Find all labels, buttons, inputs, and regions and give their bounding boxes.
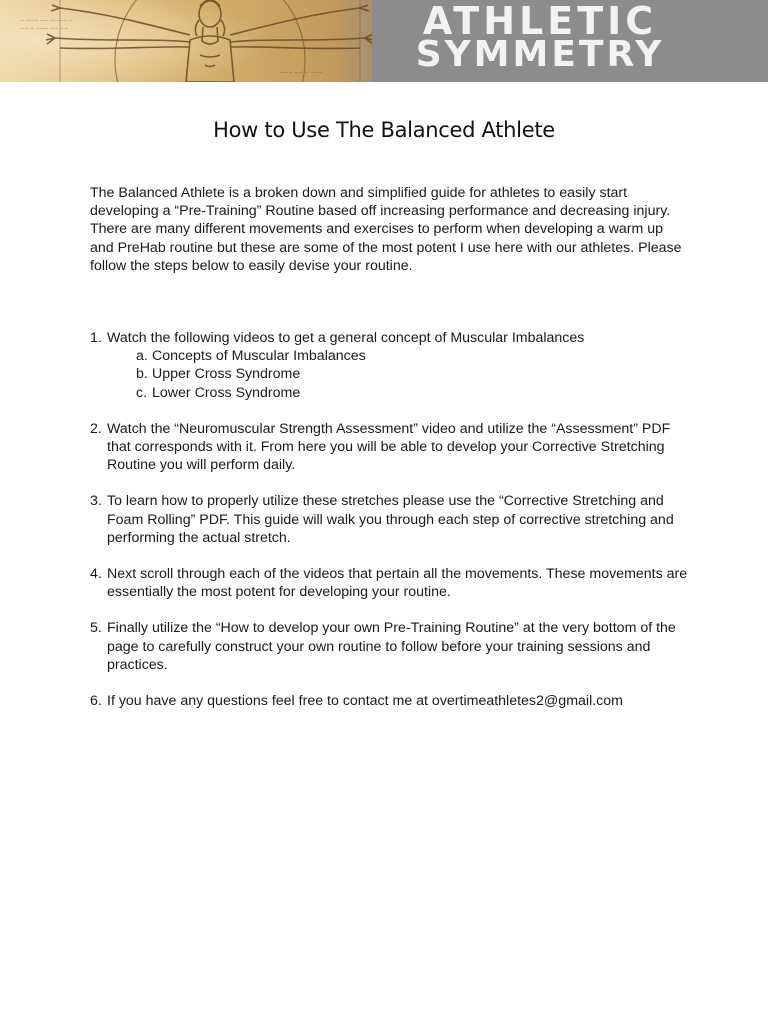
sub-letter: b. [136,366,148,383]
sub-text: Lower Cross Syndrome [152,384,301,401]
step-number: 1. [90,330,102,346]
step-text: Next scroll through each of the videos that pertain all the movements. These movements are essentially the most potent for developing your routine. [107,566,688,601]
step-text: Finally utilize the “How to develop your own Pre-Training Routine” at the very bottom of the page to carefully construct your own routine to follow before your training sessions and practices. [107,620,676,673]
step-item [90,619,690,674]
step-item [90,492,690,547]
step-number: 4. [90,566,102,583]
sub-text: Concepts of Muscular Imbalances [152,348,366,365]
step-number: 3. [90,493,102,510]
brand-logo [370,0,710,75]
page-title: How to Use The Balanced Athlete [213,118,555,142]
sub-list-item [107,347,690,365]
sub-letter: a. [136,348,148,365]
step-number: 5. [90,620,102,637]
step-text: If you have any questions feel free to contact me at overtimeathletes2@gmail.com [107,693,623,710]
step-item [90,420,690,475]
svg-text:~~ ~ ~~~ ~~ ~~: ~~ ~ ~~~ ~~ ~~ [20,26,69,32]
step-text: Watch the following videos to get a general concept of Muscular Imbalances [107,330,585,346]
brand-logo-line1: ATHLETIC [422,0,658,43]
sub-text: Upper Cross Syndrome [152,366,301,383]
step-item [90,692,690,710]
sub-list [107,347,690,402]
step-body [107,329,690,402]
step-number: 2. [90,420,102,437]
header-banner [0,0,768,82]
step-item [90,565,690,601]
step-text: Watch the “Neuromuscular Strength Assessment” video and utilize the “Assessment” PDF that corresponds with it. From here you will be able to develop your Corrective Stretching Routine you will perform daily. [107,420,671,474]
step-item [90,329,690,402]
steps-list [90,329,690,728]
svg-text:~~~ ~~ ~ ~~~: ~~~ ~~ ~ ~~~ [280,70,323,76]
step-text: To learn how to properly utilize these stretches please use the “Corrective Stretching and Foam Rolling” PDF. This guide will walk you through each step of corrective stretching and performing the actual stretch. [107,493,674,546]
vitruvian-man-figure [0,0,390,82]
sub-list-item [107,365,690,383]
brand-logo-line2: SYMMETRY [415,34,665,75]
sub-list-item [107,384,690,402]
step-number: 6. [90,693,102,710]
intro-paragraph: The Balanced Athlete is a broken down and simplified guide for athletes to easily start developing a “Pre-Training” Routine based off increasing performance and decreasing injury. There are many different movements and exercises to perform when developing a warm up and PreHab routine but these are some of the most potent I use here with our athletes. Please follow the steps below to easily devise your routine. [90,185,682,274]
svg-text:~ ~~~ ~~ ~~~~ ~: ~ ~~~ ~~ ~~~~ ~ [20,18,73,24]
sub-letter: c. [136,384,148,401]
